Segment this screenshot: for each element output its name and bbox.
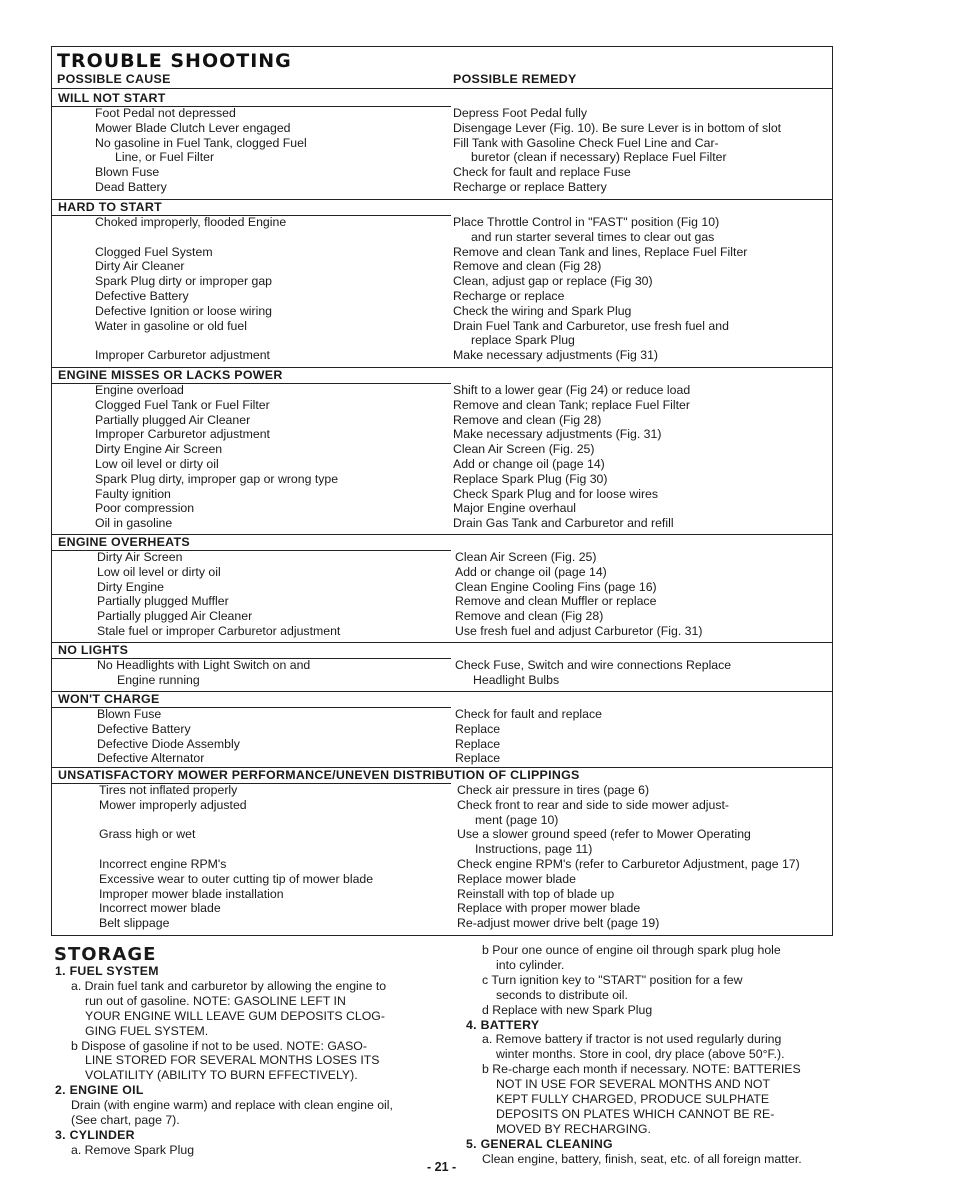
storage-subheading: 5. GENERAL CLEANING xyxy=(466,1136,613,1151)
trouble-shooting-title: TROUBLE SHOOTING xyxy=(57,50,292,72)
possible-remedy: Drain Fuel Tank and Carburetor, use fresh fuel and xyxy=(453,318,729,333)
possible-remedy: Check for fault and replace xyxy=(455,707,602,721)
possible-cause: Blown Fuse xyxy=(95,165,160,180)
storage-subheading: 2. ENGINE OIL xyxy=(55,1083,144,1098)
possible-remedy-header: POSSIBLE REMEDY xyxy=(453,72,577,86)
storage-subheading: 4. BATTERY xyxy=(466,1017,540,1032)
possible-remedy: Disengage Lever (Fig. 10). Be sure Lever is in bottom of slot xyxy=(453,120,782,135)
possible-remedy: Replace Spark Plug (Fig 30) xyxy=(453,471,608,486)
possible-cause: Stale fuel or improper Carburetor adjustment xyxy=(97,624,341,638)
storage-title: STORAGE xyxy=(54,944,157,965)
possible-remedy: Use a slower ground speed (refer to Mower Operating xyxy=(457,827,751,842)
storage-text: NOT IN USE FOR SEVERAL MONTHS AND NOT xyxy=(496,1077,770,1092)
storage-text: into cylinder. xyxy=(496,957,565,972)
possible-cause: Foot Pedal not depressed xyxy=(95,106,236,120)
possible-cause: Partially plugged Air Cleaner xyxy=(97,609,253,624)
possible-remedy: Check the wiring and Spark Plug xyxy=(453,303,632,318)
possible-cause: Water in gasoline or old fuel xyxy=(95,318,247,333)
possible-remedy: Recharge or replace Battery xyxy=(453,180,607,194)
section-heading: WON'T CHARGE xyxy=(58,692,160,706)
possible-remedy: Clean Engine Cooling Fins (page 16) xyxy=(455,579,657,594)
possible-remedy: and run starter several times to clear out gas xyxy=(471,229,715,244)
section-divider xyxy=(51,199,833,200)
storage-text: YOUR ENGINE WILL LEAVE GUM DEPOSITS CLOG- xyxy=(85,1008,385,1023)
possible-remedy: Check engine RPM's (refer to Carburetor Adjustment, page 17) xyxy=(457,857,800,871)
possible-remedy: Re-adjust mower drive belt (page 19) xyxy=(457,916,660,931)
possible-remedy: Remove and clean Muffler or replace xyxy=(455,594,657,609)
possible-remedy: Use fresh fuel and adjust Carburetor (Fig. 31) xyxy=(455,624,703,638)
storage-text: b Re-charge each month if necessary. NOTE: BATTERIES xyxy=(482,1062,801,1077)
possible-remedy: Clean, adjust gap or replace (Fig 30) xyxy=(453,274,653,289)
possible-remedy: Remove and clean (Fig 28) xyxy=(453,259,602,274)
possible-remedy: Replace xyxy=(455,721,501,736)
possible-cause: Defective Alternator xyxy=(97,751,205,766)
section-heading: WILL NOT START xyxy=(58,91,166,105)
possible-cause: Engine running xyxy=(117,672,200,687)
possible-cause: Oil in gasoline xyxy=(95,516,173,531)
possible-remedy: Check Fuse, Switch and wire connections Replace xyxy=(455,658,732,672)
section-heading: ENGINE OVERHEATS xyxy=(58,535,190,549)
possible-remedy: Major Engine overhaul xyxy=(453,501,577,516)
possible-cause: No Headlights with Light Switch on and xyxy=(97,658,311,672)
storage-text: run out of gasoline. NOTE: GASOLINE LEFT IN xyxy=(85,993,346,1008)
storage-text: KEPT FULLY CHARGED, PRODUCE SULPHATE xyxy=(496,1092,770,1106)
possible-remedy: Add or change oil (page 14) xyxy=(455,564,607,579)
possible-remedy: Remove and clean (Fig 28) xyxy=(453,412,602,427)
possible-remedy: Instructions, page 11) xyxy=(475,842,593,857)
possible-cause: Faulty ignition xyxy=(95,486,171,501)
possible-remedy: Drain Gas Tank and Carburetor and refill xyxy=(453,516,674,531)
possible-remedy: Depress Foot Pedal fully xyxy=(453,106,587,120)
possible-remedy: Clean Air Screen (Fig. 25) xyxy=(453,442,595,457)
possible-cause: Excessive wear to outer cutting tip of mower blade xyxy=(99,871,374,886)
possible-cause: Choked improperly, flooded Engine xyxy=(95,215,287,229)
possible-remedy: Make necessary adjustments (Fig. 31) xyxy=(453,427,662,442)
possible-remedy: Headlight Bulbs xyxy=(473,672,560,687)
storage-text: Drain (with engine warm) and replace with clean engine oil, xyxy=(71,1098,393,1113)
page-number: - 21 - xyxy=(427,1160,457,1174)
possible-remedy: Replace xyxy=(455,751,501,766)
storage-text: LINE STORED FOR SEVERAL MONTHS LOSES ITS xyxy=(85,1053,380,1068)
possible-cause: Engine overload xyxy=(95,383,184,397)
section-heading: ENGINE MISSES OR LACKS POWER xyxy=(58,368,283,382)
section-heading: HARD TO START xyxy=(58,200,162,214)
possible-cause: Partially plugged Air Cleaner xyxy=(95,412,251,427)
possible-remedy: Remove and clean (Fig 28) xyxy=(455,609,604,624)
possible-remedy: Shift to a lower gear (Fig 24) or reduce load xyxy=(453,383,691,397)
possible-cause: Defective Battery xyxy=(95,289,189,303)
storage-text: a. Remove Spark Plug xyxy=(71,1142,195,1157)
storage-text: DEPOSITS ON PLATES WHICH CANNOT BE RE- xyxy=(496,1106,775,1121)
possible-cause: Low oil level or dirty oil xyxy=(97,564,221,579)
possible-cause: Mower Blade Clutch Lever engaged xyxy=(95,120,291,135)
possible-cause: Improper Carburetor adjustment xyxy=(95,427,270,442)
header-divider xyxy=(51,88,833,89)
possible-remedy: Place Throttle Control in "FAST" position (Fig 10) xyxy=(453,215,720,229)
possible-remedy: Remove and clean Tank; replace Fuel Filter xyxy=(453,397,690,412)
section-heading: NO LIGHTS xyxy=(58,643,129,657)
possible-remedy: Fill Tank with Gasoline Check Fuel Line and Car- xyxy=(453,135,719,150)
possible-remedy: Check Spark Plug and for loose wires xyxy=(453,486,659,501)
possible-cause: Defective Ignition or loose wiring xyxy=(95,303,273,318)
storage-text: b Pour one ounce of engine oil through spark plug hole xyxy=(482,943,781,957)
storage-text: (See chart, page 7). xyxy=(71,1113,180,1127)
possible-cause-header: POSSIBLE CAUSE xyxy=(57,72,171,86)
storage-text: a. Drain fuel tank and carburetor by allowing the engine to xyxy=(71,978,387,993)
section-divider xyxy=(51,691,833,692)
possible-cause: Low oil level or dirty oil xyxy=(95,457,219,471)
section-divider xyxy=(51,642,833,643)
possible-remedy: Replace with proper mower blade xyxy=(457,901,641,916)
possible-cause: Spark Plug dirty or improper gap xyxy=(95,274,273,289)
possible-remedy: Check air pressure in tires (page 6) xyxy=(457,783,650,797)
possible-cause: Grass high or wet xyxy=(99,827,196,842)
possible-cause: Tires not inflated properly xyxy=(99,783,238,797)
possible-remedy: Check for fault and replace Fuse xyxy=(453,165,631,180)
possible-remedy: buretor (clean if necessary) Replace Fuel Filter xyxy=(471,150,727,165)
possible-remedy: Remove and clean Tank and lines, Replace Fuel Filter xyxy=(453,244,748,259)
possible-cause: Poor compression xyxy=(95,501,195,516)
possible-cause: Dead Battery xyxy=(95,180,167,194)
storage-text: MOVED BY RECHARGING. xyxy=(496,1121,651,1136)
possible-cause: Dirty Air Screen xyxy=(97,550,183,564)
possible-cause: Defective Diode Assembly xyxy=(97,736,240,751)
storage-text: GING FUEL SYSTEM. xyxy=(85,1023,209,1038)
possible-cause: Belt slippage xyxy=(99,916,170,931)
storage-text: VOLATILITY (ABILITY TO BURN EFFECTIVELY). xyxy=(85,1068,358,1083)
section-heading: UNSATISFACTORY MOWER PERFORMANCE/UNEVEN DISTRIBUTION OF CLIPPINGS xyxy=(58,768,580,782)
storage-text: c Turn ignition key to "START" position for a few xyxy=(482,972,743,987)
possible-cause: Line, or Fuel Filter xyxy=(115,150,215,165)
possible-cause: Spark Plug dirty, improper gap or wrong type xyxy=(95,471,339,486)
possible-remedy: Make necessary adjustments (Fig 31) xyxy=(453,348,659,363)
possible-remedy: Add or change oil (page 14) xyxy=(453,457,605,471)
possible-cause: Incorrect engine RPM's xyxy=(99,857,227,871)
possible-remedy: Check front to rear and side to side mower adjust- xyxy=(457,797,730,812)
possible-cause: No gasoline in Fuel Tank, clogged Fuel xyxy=(95,135,307,150)
storage-text: a. Remove battery if tractor is not used regularly during xyxy=(482,1032,782,1047)
possible-cause: Improper mower blade installation xyxy=(99,886,284,901)
possible-remedy: Replace xyxy=(455,736,501,751)
possible-cause: Clogged Fuel System xyxy=(95,244,213,259)
storage-text: b Dispose of gasoline if not to be used. NOTE: GASO- xyxy=(71,1038,367,1053)
possible-cause: Dirty Engine Air Screen xyxy=(95,442,223,457)
storage-text: winter months. Store in cool, dry place (above 50°F.). xyxy=(496,1047,785,1062)
storage-subheading: 3. CYLINDER xyxy=(55,1127,135,1142)
possible-remedy: Replace mower blade xyxy=(457,871,576,886)
possible-remedy: replace Spark Plug xyxy=(471,333,575,348)
possible-cause: Dirty Engine xyxy=(97,579,164,594)
possible-cause: Incorrect mower blade xyxy=(99,901,221,916)
possible-cause: Dirty Air Cleaner xyxy=(95,259,185,274)
possible-remedy: Clean Air Screen (Fig. 25) xyxy=(455,550,597,564)
possible-cause: Defective Battery xyxy=(97,721,191,736)
possible-cause: Mower improperly adjusted xyxy=(99,797,247,812)
possible-remedy: ment (page 10) xyxy=(475,812,559,827)
possible-remedy: Reinstall with top of blade up xyxy=(457,886,615,901)
possible-cause: Clogged Fuel Tank or Fuel Filter xyxy=(95,397,270,412)
possible-cause: Improper Carburetor adjustment xyxy=(95,348,270,363)
storage-text: Clean engine, battery, finish, seat, etc. of all foreign matter. xyxy=(482,1151,802,1166)
storage-subheading: 1. FUEL SYSTEM xyxy=(55,964,159,978)
storage-text: seconds to distribute oil. xyxy=(496,987,628,1002)
possible-cause: Blown Fuse xyxy=(97,707,162,721)
possible-cause: Partially plugged Muffler xyxy=(97,594,229,609)
storage-text: d Replace with new Spark Plug xyxy=(482,1002,653,1017)
possible-remedy: Recharge or replace xyxy=(453,289,565,303)
